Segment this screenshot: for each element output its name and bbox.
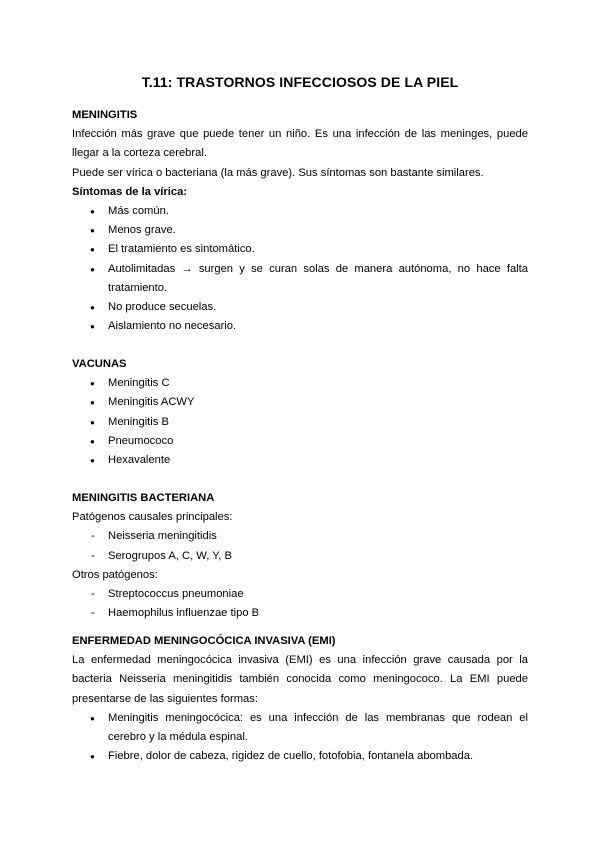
list-item: ● Meningitis C xyxy=(72,374,528,393)
section-heading: MENINGITIS xyxy=(72,109,138,121)
list-item: ● Más común. xyxy=(72,202,528,221)
section-meningitis-bacteriana xyxy=(72,489,528,623)
page-title: T.11: TRASTORNOS INFECCIOSOS DE LA PIEL xyxy=(141,74,459,90)
list-item: ● Meningitis meningocócica: es una infección de las membranas que rodean el cerebro y la médula espinal. xyxy=(72,709,528,747)
paragraph: Infección más grave que puede tener un niño. Es una infección de las meninges, puede llegar a la corteza cerebral. xyxy=(72,128,528,160)
section-heading: MENINGITIS BACTERIANA xyxy=(72,492,215,504)
list-item: ● No produce secuelas. xyxy=(72,298,528,317)
list-item: - Haemophilus influenzae tipo B xyxy=(72,604,528,623)
dash-list xyxy=(72,527,528,565)
label: Otros patógenos: xyxy=(72,568,158,581)
list-item: ● Fiebre, dolor de cabeza, rigidez de cuello, fotofobia, fontanela abombada. xyxy=(72,747,528,766)
section-emi xyxy=(72,632,528,766)
section-heading: VACUNAS xyxy=(72,358,127,370)
list-item: ● Menos grave. xyxy=(72,221,528,240)
section-vacunas xyxy=(72,355,528,470)
subheading: Síntomas de la vírica: xyxy=(72,185,188,198)
list-item: ● Meningitis B xyxy=(72,413,528,432)
list-item: ● Pneumococo xyxy=(72,432,528,451)
list-item: - Streptococcus pneumoniae xyxy=(72,585,528,604)
list-item: ● Autolimitadas → surgen y se curan solas de manera autónoma, no hace falta tratamiento. xyxy=(72,260,528,298)
bullet-list xyxy=(72,202,528,336)
list-item: - Neisseria meningitidis xyxy=(72,527,528,546)
paragraph: Puede ser vírica o bacteriana (la más grave). Sus síntomas son bastante similares. xyxy=(72,166,484,179)
paragraph: La enfermedad meningocócica invasiva (EMI) es una infección grave causada por la bacteria Neisseria meningitidis también conocida como meningococo. La EMI puede presentarse de las siguientes formas: xyxy=(72,654,528,705)
list-item: - Serogrupos A, C, W, Y, B xyxy=(72,547,528,566)
section-heading: ENFERMEDAD MENINGOCÓCICA INVASIVA (EMI) xyxy=(72,635,336,647)
list-item: ● Hexavalente xyxy=(72,451,528,470)
list-item: ● El tratamiento es sintomático. xyxy=(72,240,528,259)
bullet-list xyxy=(72,374,528,470)
dash-list xyxy=(72,585,528,623)
list-item: ● Meningitis ACWY xyxy=(72,393,528,412)
section-meningitis xyxy=(72,106,528,336)
label: Patógenos causales principales: xyxy=(72,511,233,524)
bullet-list xyxy=(72,709,528,767)
list-item: ● Aislamiento no necesario. xyxy=(72,317,528,336)
